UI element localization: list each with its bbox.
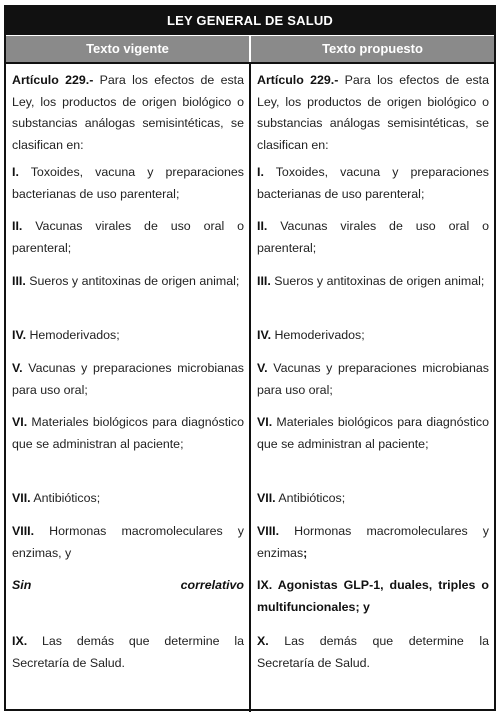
item-text: Vacunas virales de uso oral o parenteral; — [12, 219, 244, 255]
article-intro — [12, 70, 244, 156]
item-text: Toxoides, vacuna y preparaciones bacterianas de uso parenteral; — [12, 165, 244, 201]
item-text: Vacunas y preparaciones microbianas para uso oral; — [12, 361, 244, 397]
article-intro-text: Para los efectos de esta Ley, los productos de origen biológico o substancias análogas semisintéticas, se clasifican en: — [12, 73, 244, 152]
item-text: Hormonas macromoleculares y enzimas — [257, 524, 489, 560]
item-number: V. — [12, 361, 23, 375]
body-row — [6, 62, 494, 712]
list-item — [257, 488, 489, 510]
item-text: Las demás que determine la Secretaría de Salud. — [12, 634, 244, 670]
list-item — [257, 358, 489, 401]
column-current — [6, 64, 249, 712]
header-row — [6, 35, 494, 62]
list-item — [12, 631, 244, 674]
no-correlative-word-1: Sin — [12, 578, 32, 592]
no-correlative-word-2: correlativo — [180, 578, 244, 592]
new-item-glp1: IX. Agonistas GLP-1, duales, triples o multifuncionales; y — [257, 578, 489, 614]
list-item — [257, 521, 489, 564]
list-item — [257, 216, 489, 259]
item-number: III. — [257, 274, 271, 288]
list-item — [257, 325, 489, 347]
article-number: Artículo 229.- — [257, 73, 339, 87]
item-number: VI. — [12, 415, 28, 429]
item-text: Hormonas macromoleculares y enzimas, y — [12, 524, 244, 560]
article-intro-text: Para los efectos de esta Ley, los productos de origen biológico o substancias análogas semisintéticas, se clasifican en: — [257, 73, 489, 152]
item-number: II. — [12, 219, 23, 233]
item-number: I. — [12, 165, 19, 179]
item-end-punctuation: ; — [303, 545, 308, 560]
item-number: I. — [257, 165, 264, 179]
item-number: V. — [257, 361, 268, 375]
item-text: Sueros y antitoxinas de origen animal; — [270, 274, 485, 288]
table-title: LEY GENERAL DE SALUD — [6, 7, 494, 35]
item-number: VI. — [257, 415, 273, 429]
item-number: IX. — [12, 634, 28, 648]
article-intro — [257, 70, 489, 156]
list-item — [257, 271, 489, 293]
item-number: X. — [257, 634, 269, 648]
item-number: IV. — [12, 328, 27, 342]
item-number: VIII. — [12, 524, 35, 538]
column-proposed — [249, 64, 494, 712]
list-item — [12, 488, 244, 510]
item-number: IV. — [257, 328, 272, 342]
list-item — [257, 631, 489, 674]
no-correlative-note — [12, 575, 244, 597]
list-item — [12, 325, 244, 347]
item-text: Materiales biológicos para diagnóstico que se administran al paciente; — [12, 415, 244, 451]
list-item — [257, 412, 489, 455]
item-text: Antibióticos; — [275, 491, 346, 505]
item-text: Hemoderivados; — [26, 328, 120, 342]
list-item — [12, 412, 244, 455]
item-number: VII. — [257, 491, 276, 505]
item-text: Hemoderivados; — [271, 328, 365, 342]
item-text: Las demás que determine la Secretaría de Salud. — [257, 634, 489, 670]
item-text: Antibióticos; — [30, 491, 101, 505]
law-comparison-table — [4, 5, 496, 711]
item-number: III. — [12, 274, 26, 288]
list-item — [12, 271, 244, 293]
item-text: Vacunas y preparaciones microbianas para uso oral; — [257, 361, 489, 397]
header-current-text: Texto vigente — [6, 36, 249, 62]
header-proposed-text: Texto propuesto — [249, 36, 494, 62]
list-item — [257, 162, 489, 205]
item-number: VII. — [12, 491, 31, 505]
list-item — [12, 162, 244, 205]
item-number: VIII. — [257, 524, 280, 538]
item-text: Sueros y antitoxinas de origen animal; — [25, 274, 240, 288]
article-number: Artículo 229.- — [12, 73, 94, 87]
list-item — [12, 216, 244, 259]
item-text: Materiales biológicos para diagnóstico que se administran al paciente; — [257, 415, 489, 451]
list-item — [12, 358, 244, 401]
item-number: II. — [257, 219, 268, 233]
item-text: Toxoides, vacuna y preparaciones bacterianas de uso parenteral; — [257, 165, 489, 201]
list-item — [12, 521, 244, 564]
item-text: Vacunas virales de uso oral o parenteral; — [257, 219, 489, 255]
